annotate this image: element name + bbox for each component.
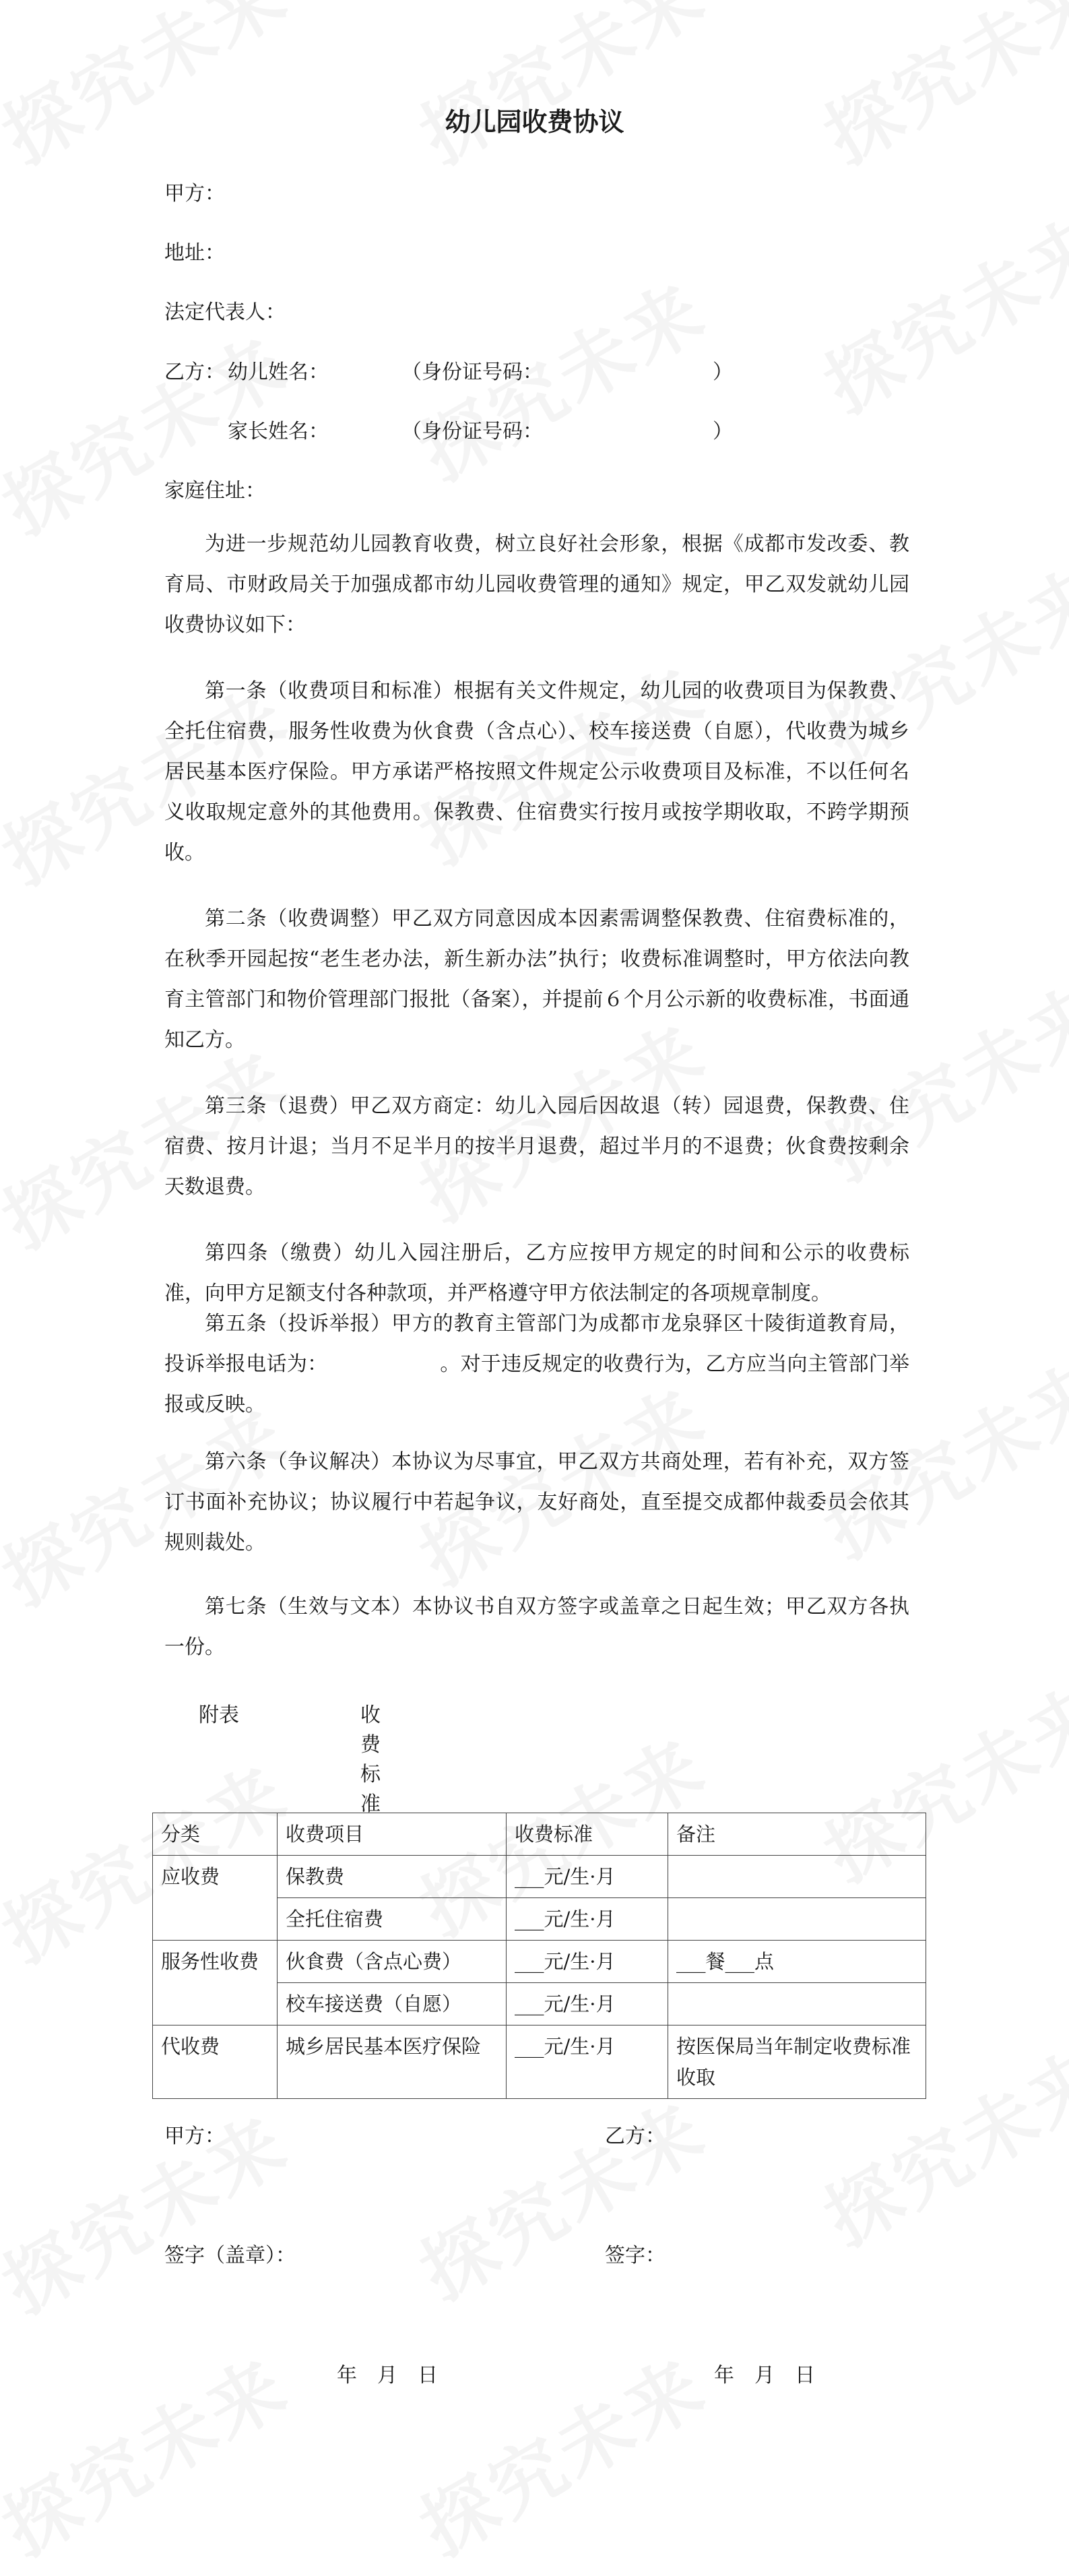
party-b-label: 乙方： (164, 360, 225, 384)
sign-party-a: 甲方： (164, 2125, 225, 2148)
table-row (153, 1856, 926, 1898)
note-cell (668, 1983, 926, 2025)
standard-cell: ___元/生·月 (507, 1983, 668, 2025)
child-id-close: ） (713, 360, 733, 384)
parent-id-label: （身份证号码： (401, 420, 543, 443)
note-cell (668, 1898, 926, 1941)
watermark (0, 2328, 304, 2576)
sign-b-label: 签字： (605, 2244, 666, 2267)
watermark (399, 0, 723, 184)
date-a: 年 月 日 (337, 2364, 438, 2387)
home-address-label: 家庭住址： (164, 479, 265, 503)
note-cell: 按医保局当年制定收费标准收取 (668, 2025, 926, 2099)
watermark (0, 2085, 304, 2334)
note-cell: ___餐___点 (668, 1941, 926, 1983)
item-cell: 校车接送费（自愿） (278, 1983, 507, 2025)
sign-party-b: 乙方： (605, 2125, 666, 2148)
child-name-label: 幼儿姓名： (228, 360, 329, 384)
article-5: 第五条（投诉举报）甲方的教育主管部门为成都市龙泉驿区十陵街道教育局，投诉举报电话为： 。对于违反规定的收费行为，乙方应当向主管部门举报或反映。 (164, 1312, 909, 1416)
item-cell: 全托住宿费 (278, 1898, 507, 1941)
item-cell: 保教费 (278, 1856, 507, 1898)
article-2: 第二条（收费调整）甲乙双方同意因成本因素需调整保教费、住宿费标准的，在秋季开园起按“老生老办法，新生新办法”执行；收费标准调整时，甲方依法向教育主管部门和物价管理部门报批（备案），并提前６个月公示新的收费标准，书面通知乙方。 (164, 907, 909, 1052)
parent-name-label: 家长姓名： (228, 420, 329, 443)
table-row (153, 1941, 926, 1983)
table-header: 分类 (153, 1813, 278, 1856)
article-6: 第六条（争议解决）本协议为尽事宜，甲乙双方共商处理，若有补充，双方签订书面补充协议；协议履行中若起争议，友好商处，直至提交成都仲裁委员会依其规则裁处。 (164, 1450, 909, 1554)
document-title: 幼儿园收费协议 (445, 106, 624, 137)
watermark (803, 0, 1069, 184)
item-cell: 伙食费（含点心费） (278, 1941, 507, 1983)
appendix-label: 附表 (199, 1703, 239, 1727)
child-id-label: （身份证号码： (401, 360, 543, 384)
appendix-title: 收费标准 (360, 1703, 381, 1816)
date-b: 年 月 日 (714, 2364, 815, 2387)
table-header: 备注 (668, 1813, 926, 1856)
fee-table (152, 1813, 926, 2099)
watermark (399, 2328, 723, 2576)
category-cell: 服务性收费 (153, 1941, 278, 2025)
article-3: 第三条（退费）甲乙双方商定：幼儿入园后因故退（转）园退费，保教费、住宿费、按月计退；当月不足半月的按半月退费，超过半月的不退费；伙食费按剩余天数退费。 (164, 1094, 909, 1199)
item-cell: 城乡居民基本医疗保险 (278, 2025, 507, 2099)
parent-id-close: ） (713, 420, 733, 443)
article-4: 第四条（缴费）幼儿入园注册后，乙方应按甲方规定的时间和公示的收费标准，向甲方足额支付各种款项，并严格遵守甲方依法制定的各项规章制度。 (164, 1241, 909, 1305)
watermark (0, 0, 304, 184)
table-row (153, 2025, 926, 2099)
table-header: 收费项目 (278, 1813, 507, 1856)
address-label: 地址： (164, 241, 225, 265)
article-1: 第一条（收费项目和标准）根据有关文件规定，幼儿园的收费项目为保教费、全托住宿费，服务性收费为伙食费（含点心）、校车接送费（自愿），代收费为城乡居民基本医疗保险。甲方承诺严格按照文件规定公示收费项目及标准，不以任何名义收取规定意外的其他费用。保教费、住宿费实行按月或按学期收取，不跨学期预收。 (164, 679, 909, 865)
category-cell: 代收费 (153, 2025, 278, 2099)
standard-cell: ___元/生·月 (507, 1856, 668, 1898)
standard-cell: ___元/生·月 (507, 1941, 668, 1983)
note-cell (668, 1856, 926, 1898)
table-header-row (153, 1813, 926, 1856)
sign-a-label: 签字（盖章）： (164, 2244, 296, 2267)
standard-cell: ___元/生·月 (507, 1898, 668, 1941)
category-cell: 应收费 (153, 1856, 278, 1941)
intro-paragraph: 为进一步规范幼儿园教育收费，树立良好社会形象，根据《成都市发改委、教育局、市财政局关于加强成都市幼儿园收费管理的通知》规定，甲乙双发就幼儿园收费协议如下： (164, 532, 909, 637)
standard-cell: ___元/生·月 (507, 2025, 668, 2099)
legal-rep-label: 法定代表人： (164, 301, 286, 324)
watermark (803, 185, 1069, 434)
party-a-label: 甲方： (164, 182, 225, 206)
table-header: 收费标准 (507, 1813, 668, 1856)
article-7: 第七条（生效与文本）本协议书自双方签字或盖章之日起生效；甲乙双方各执一份。 (164, 1595, 909, 1659)
appendix-heading (199, 1698, 381, 1816)
watermark (399, 2072, 723, 2321)
